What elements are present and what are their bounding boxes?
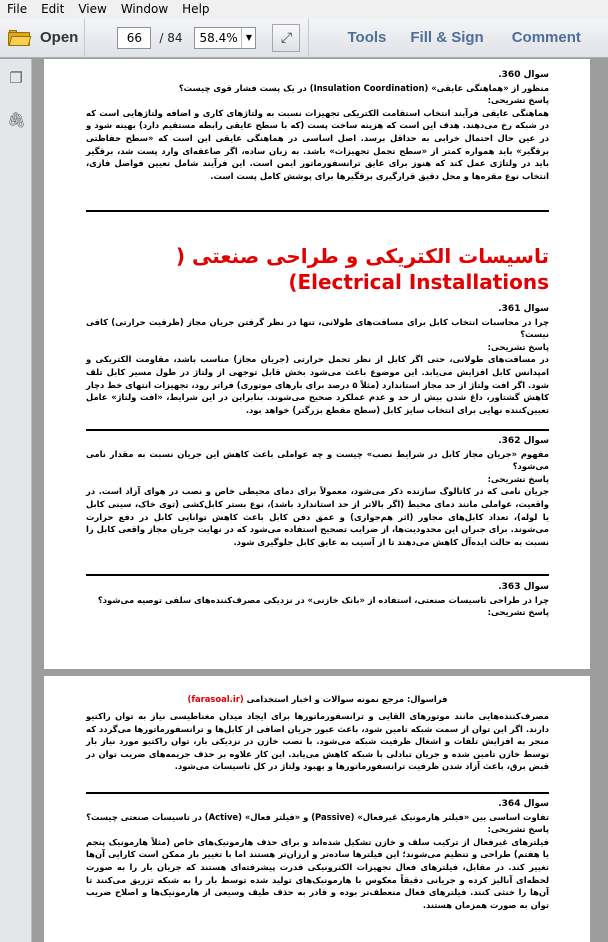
question-number: سوال 363. [498,582,549,592]
question-text: تفاوت اساسی بین «فیلتر هارمونیک غیرفعال» (Passive) و «فیلتر فعال» (Active) در تاسیسات صنعتی چیست؟ [86,811,549,822]
toolbar-divider [308,18,309,58]
question-360 [86,69,549,182]
toolbar [0,18,608,58]
answer-label: پاسخ تشریحی: [487,341,549,352]
answer-text: در مسافت‌های طولانی، حتی اگر کابل از نظر تحمل حرارتی (جریان مجاز) مناسب باشد، مقاومت الکتریکی و امپدانس کابل افزایش می‌یابد. این موضوع باعث می‌شود بخش قابل توجهی از ولتاژ در طول مسیر کابل تلف شود. اگر افت ولتاژ از حد مجاز استاندارد (مثلاً ۵ درصد برای بارهای موتوری) فراتر رود، تجهیزات انتهای خط دچار کاهش گشتاور، داغ شدن بیش از حد و عدم عملکرد صحیح می‌شوند. بنابراین در این شرایط، «افت ولتاژ» عامل تعیین‌کننده نهایی برای انتخاب سایز کابل (سطح مقطع بزرگتر) خواهد بود. [86,354,549,415]
menu-edit[interactable]: Edit [41,2,65,16]
question-text: چرا در محاسبات انتخاب کابل برای مسافت‌های طولانی، تنها در نظر گرفتن جریان مجاز (ظرفیت حرارتی) کافی نیست؟ [86,316,549,340]
divider [86,210,549,212]
open-label: Open [40,29,79,46]
answer-label: پاسخ تشریحی: [487,607,549,618]
page-header [86,694,549,704]
question-364 [86,798,549,911]
question-number: سوال 361. [498,304,549,314]
menu-window[interactable]: Window [120,2,169,16]
question-text: مفهوم «جریان مجاز کابل در شرایط نصب» چیست و چه عواملی باعث کاهش این جریان نسبت به مقدار نامی می‌شود؟ [86,448,549,472]
pages-icon[interactable]: ❐ [9,69,23,87]
expand-arrows-icon: ⤢ [280,29,293,46]
attachment-icon[interactable]: 🖇 [7,111,27,129]
menu-bar [0,0,608,18]
fill-sign-button[interactable]: Fill & Sign [410,29,484,46]
page-number-input[interactable]: 66 [117,27,151,49]
tools-button[interactable]: Tools [347,29,387,46]
question-361 [86,303,549,416]
answer-text: جریان نامی که در کاتالوگ سازنده ذکر می‌شود، معمولاً برای دمای محیطی خاص و نصب در هوای آزاد است. در واقعیت، عواملی مانند دمای محیط (اگر بالاتر از حد استاندارد باشد)، نوع بستر کابل‌کشی (توی خاک، سینی کابل یا لوله)، تعداد کابل‌های مجاور (اثر هم‌جواری) و عمق دفن کابل باعث کاهش توانایی کابل در دفع حرارت می‌شوند. برای جبران این محدودیت‌ها، از ضرایب تصحیح استفاده می‌شود که در نهایت جریان مجاز واقعی کابل را نسبت به حالت ایده‌آل کاهش می‌دهند تا از آسیب به عایق کابل جلوگیری شود. [86,486,549,547]
navigation-pane [0,59,32,942]
answer-label: پاسخ تشریحی: [487,824,549,835]
chevron-down-icon[interactable]: ▼ [241,28,255,48]
section-title: تاسیسات الکتریکی و طراحی صنعتی ( Electrical Installations) [175,244,549,294]
menu-help[interactable]: Help [182,2,210,16]
header-site[interactable]: (farasoal.ir) [187,694,244,704]
question-text: منظور از «هماهنگی عایقی» (Insulation Coordination) در یک پست فشار قوی چیست؟ [178,82,549,93]
fullscreen-button[interactable] [272,24,300,52]
zoom-select[interactable] [194,27,256,49]
answer-label: پاسخ تشریحی: [487,473,549,484]
pdf-page [44,59,590,669]
divider [86,792,549,794]
question-363 [86,581,549,619]
menu-file[interactable]: File [7,2,28,16]
question-number: سوال 362. [498,436,549,446]
menu-view[interactable]: View [78,2,107,16]
folder-open-icon [8,30,30,46]
answer-text: هماهنگی عایقی فرآیند انتخاب استقامت الکتریکی تجهیزات نسبت به ولتاژهای کاری و اضافه ولتاژهایی است که در شبکه رخ می‌دهند. هدف این است که هزینه ساخت پست (که با سطح عایقی رابطه مستقیم دارد) بهینه شود و در عین حال احتمال خرابی به حداقل برسد. اصل اساسی در هماهنگی عایقی این است که «سطح حفاظتی برقگیر» باید همواره کمتر از «سطح تحمل تجهیزات» باشد. به زبان ساده، اگر صاعقه‌ای وارد پست شد، برقگیر باید در ولتاژی عمل کند که هنوز برای عایق ترانسفورماتور ایمن است. این فرآیند شامل تعیین فواصل فازی، انتخاب نوع مقره‌ها و محل دقیق قرارگیری برقگیرها برای پوشش کامل پست است. [86,107,549,181]
divider [86,429,549,431]
comment-button[interactable]: Comment [511,29,581,46]
header-text: فراسوال: مرجع نمونه سوالات و اخبار استخدامی [246,694,448,704]
zoom-value: 58.4% [199,30,238,45]
question-362 [86,435,549,548]
answer-363-continued: مصرف‌کننده‌هایی مانند موتورهای القایی و ترانسفورماتورها برای ایجاد میدان مغناطیسی نیاز به توان راکتیو دارند. اگر این توان از سمت شبکه تامین شود، باعث عبور جریان اضافی از کابل‌ها و ترانسفورماتورها می‌گردد که منجر به افزایش تلفات و اشغال ظرفیت شبکه می‌شود. با نصب خازن در نزدیکی بار، توان راکتیو مورد نیاز بار توسط خازن تامین شده و جریان تبادلی با شبکه کاهش می‌یابد. این کار علاوه بر حذف جریمه‌های ضریب توان در قبض برق، باعث آزاد شدن ظرفیت ترانسفورماتورها و بهبود ولتاژ در کل تاسیسات می‌شود. [86,711,549,772]
question-number: سوال 360. [498,70,549,80]
open-button[interactable] [0,18,85,58]
pdf-page [44,676,590,942]
question-text: چرا در طراحی تاسیسات صنعتی، استفاده از «بانک خازنی» در نزدیکی مصرف‌کننده‌های سلفی توصیه می‌شود؟ [97,594,549,605]
question-number: سوال 364. [498,799,549,809]
answer-label: پاسخ تشریحی: [487,95,549,106]
answer-text: فیلترهای غیرفعال از ترکیب سلف و خازن تشکیل شده‌اند و برای حذف هارمونیک‌های خاص (مثلاً هارمونیک پنجم یا هفتم) طراحی و تنظیم می‌شوند؛ این فیلترها ساده‌تر و ارزان‌تر هستند اما با تغییر بار ممکن است کارایی آن‌ها تغییر کند. در مقابل، فیلترهای فعال تجهیزات الکترونیکی قدرت پیشرفته‌ای هستند که جریان بار را به صورت لحظه‌ای آنالیز کرده و جریانی دقیقاً معکوس با هارمونیک‌های تولید شده توسط بار را به شبکه تزریق می‌کنند تا آن‌ها را خنثی کنند. فیلترهای فعال منعطف‌تر بوده و قادر به حذف طیف وسیعی از هارمونیک‌ها و اصلاح ضریب توان به صورت همزمان هستند. [86,836,549,910]
page-total: / 84 [159,30,183,45]
divider [86,574,549,576]
